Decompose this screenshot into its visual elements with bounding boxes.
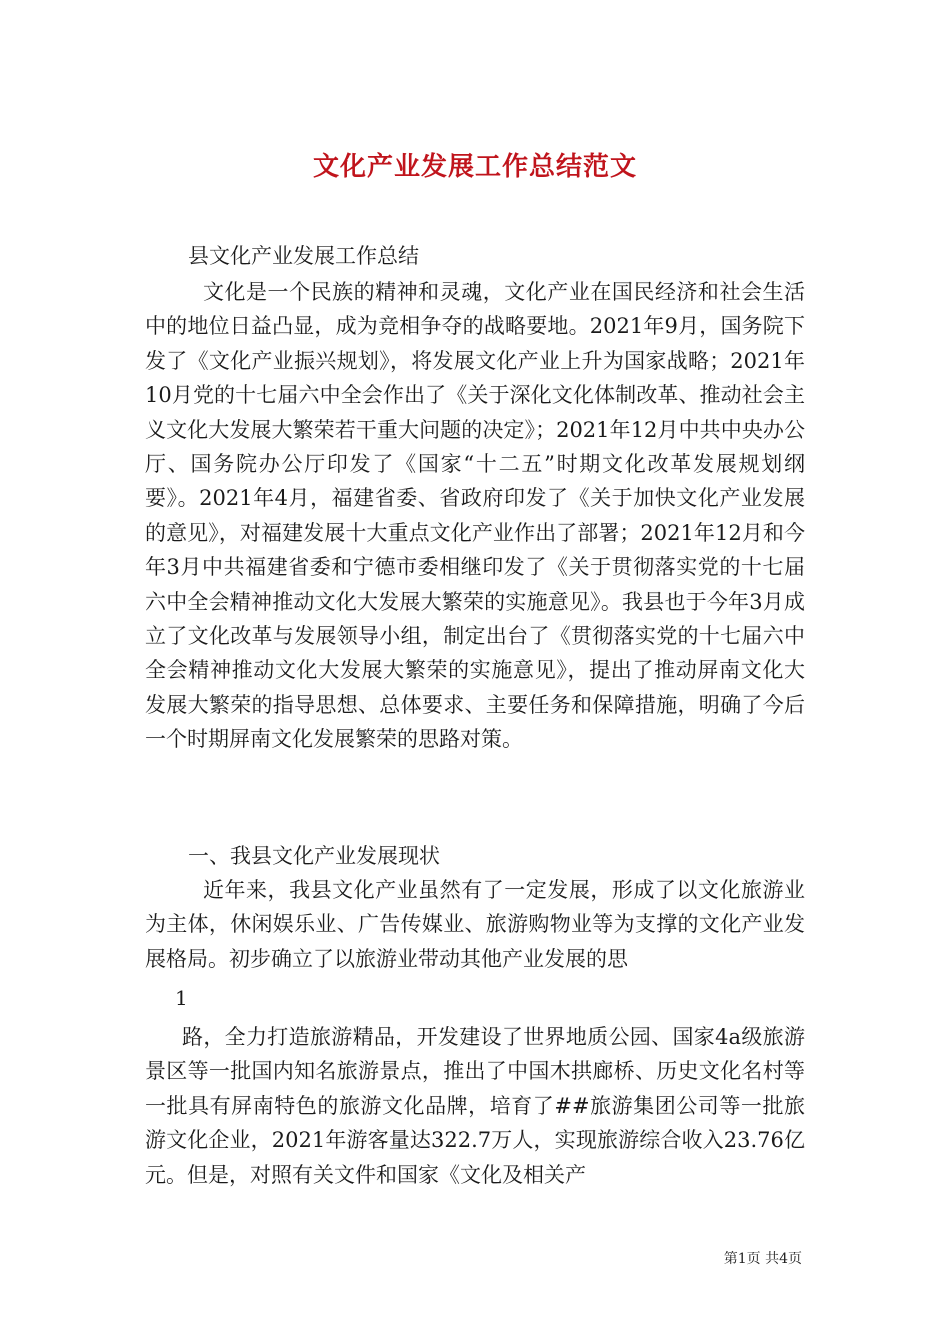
section-heading: 一、我县文化产业发展现状 bbox=[188, 844, 440, 868]
document-subtitle: 县文化产业发展工作总结 bbox=[188, 244, 419, 268]
document-title: 文化产业发展工作总结范文 bbox=[312, 152, 637, 183]
paragraph-intro: 文化是一个民族的精神和灵魂，文化产业在国民经济和社会生活中的地位日益凸显，成为竞相争夺的战略要地。2021年9月，国务院下发了《文化产业振兴规划》，将发展文化产业上升为国家战略；2021年10月党的十七届六中全会作出了《关于深化文化体制改革、推动社会主义文化大发展大繁荣若干重大问题的决定》；2021年12月中共中央办公厅、国务院办公厅印发了《国家“十二五”时期文化改革发展规划纲要》。2021年4月，福建省委、省政府印发了《关于加快文化产业发展的意见》，对福建发展十大重点文化产业作出了部署；2021年12月和今年3月中共福建省委和宁德市委相继印发了《关于贯彻落实党的十七届六中全会精神推动文化大发展大繁荣的实施意见》。我县也于今年3月成立了文化改革与发展领导小组，制定出台了《贯彻落实党的十七届六中全会精神推动文化大发展大繁荣的实施意见》，提出了推动屏南文化大发展大繁荣的指导思想、总体要求、主要任务和保障措施，明确了今后一个时期屏南文化发展繁荣的思路对策。 bbox=[145, 280, 805, 752]
paragraph-status: 近年来，我县文化产业虽然有了一定发展，形成了以文化旅游业为主体，休闲娱乐业、广告传媒业、旅游购物业等为支撑的文化产业发展格局。初步确立了以旅游业带动其他产业发展的思 bbox=[145, 878, 805, 971]
page-footer: 第1页 共4页 bbox=[723, 1251, 802, 1267]
paragraph-tourism: 路，全力打造旅游精品，开发建设了世界地质公园、国家4a级旅游景区等一批国内知名旅游景点，推出了中国木拱廊桥、历史文化名村等一批具有屏南特色的旅游文化品牌，培育了##旅游集团公司等一批旅游文化企业，2021年游客量达322.7万人，实现旅游综合收入23.76亿元。但是，对照有关文件和国家《文化及相关产 bbox=[145, 1025, 805, 1187]
source-page-number: 1 bbox=[175, 986, 188, 1010]
